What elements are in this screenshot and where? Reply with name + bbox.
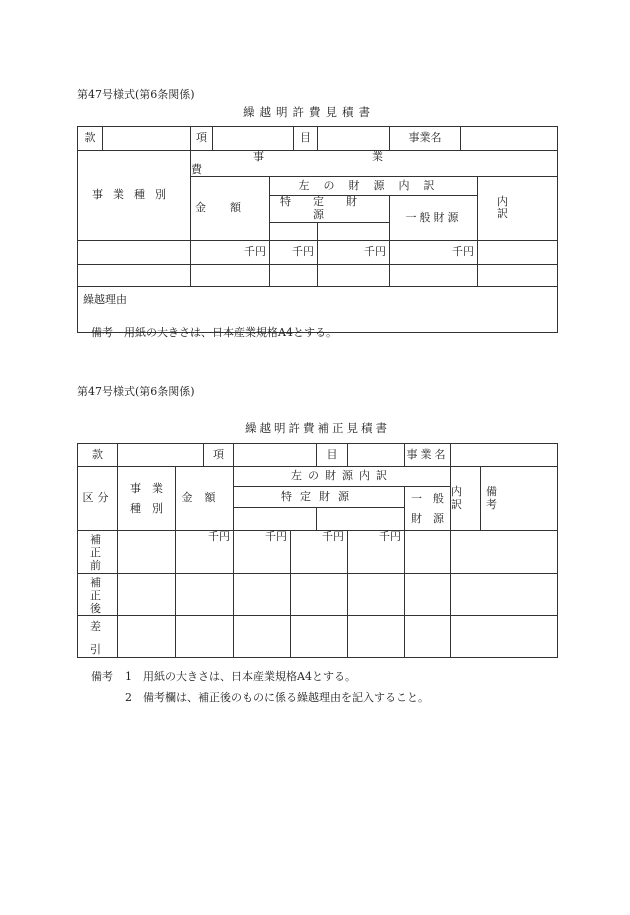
form1-riyu-label: 繰越理由	[83, 292, 127, 306]
form1-kou-label: 項	[191, 127, 213, 151]
form2-kou-label: 項	[204, 444, 234, 467]
form2-diff-kingaku[interactable]	[176, 616, 234, 658]
form2-jigyomei-label: 事業名	[405, 444, 451, 467]
form1-row1-ippan[interactable]: 千円	[390, 240, 478, 264]
form1-row1-shubetsu[interactable]	[78, 240, 191, 264]
form1-row2-uchiwake[interactable]	[478, 264, 558, 286]
form2-before-tokutei-2[interactable]: 千円	[291, 531, 348, 574]
form1-kingaku-header: 金額	[191, 177, 270, 240]
form1-row1-tokutei-1[interactable]: 千円	[270, 240, 318, 264]
form2-tokutei-zaigen-header: 特定財源	[234, 487, 405, 508]
form1-tokutei-sub-2[interactable]	[318, 222, 390, 240]
form2-tokutei-sub-2[interactable]	[317, 508, 405, 531]
form2-uchiwake-header: 内訳	[451, 467, 481, 531]
form2-ippan-line2: 財 源	[411, 511, 444, 525]
form2-after-tokutei-1[interactable]	[234, 573, 291, 616]
form2-before-shubetsu[interactable]	[118, 531, 176, 574]
form2-kou-field[interactable]	[234, 444, 317, 467]
form2-diff-tokutei-2[interactable]	[291, 616, 348, 658]
form2-after-kingaku[interactable]	[176, 573, 234, 616]
form1-note: 備考 用紙の大きさは、日本産業規格A4とする。	[91, 326, 337, 339]
form1-jigyo-shubetsu-header: 事業種別	[78, 151, 191, 241]
form2-jigyo-shubetsu-line2: 種 別	[130, 501, 163, 515]
form1-kou-field[interactable]	[213, 127, 294, 151]
form1-row2-tokutei-1[interactable]	[270, 264, 318, 286]
form2-row-before-text: 補正前	[90, 533, 101, 573]
form2-after-uchiwake[interactable]	[405, 573, 451, 616]
form1-jigyomei-field[interactable]	[461, 127, 558, 151]
form2-after-biko[interactable]	[451, 573, 558, 616]
form2-before-uchiwake[interactable]	[405, 531, 451, 574]
form1-ippan-zaigen-header: 一般財源	[390, 196, 478, 240]
form2-note-1: 1 用紙の大きさは、日本産業規格A4とする。	[125, 670, 356, 683]
form2-ippan-zaigen-header	[405, 487, 451, 531]
form2-diff-biko[interactable]	[451, 616, 558, 658]
form2-row-before-label	[78, 531, 118, 574]
form2-kingaku-header: 金額	[176, 467, 234, 531]
form2-diff-uchiwake[interactable]	[405, 616, 451, 658]
form2-table	[77, 443, 558, 658]
form1-moku-label: 目	[294, 127, 318, 151]
form1-kan-field[interactable]	[103, 127, 191, 151]
form2-after-ippan[interactable]	[348, 573, 405, 616]
form2-tokutei-sub-1[interactable]	[234, 508, 317, 531]
form2-before-kingaku[interactable]: 千円	[176, 531, 234, 574]
form1-tokutei-sub-1[interactable]	[270, 222, 318, 240]
form1-tokutei-zaigen-header: 特定財源	[270, 196, 390, 222]
form2-jigyo-shubetsu-line1: 事 業	[130, 481, 163, 495]
form1-row2-kingaku[interactable]	[191, 264, 270, 286]
form2-diff-tokutei-1[interactable]	[234, 616, 291, 658]
form1-table	[77, 126, 558, 333]
form2-diff-ippan[interactable]	[348, 616, 405, 658]
form1-row1-uchiwake[interactable]	[478, 240, 558, 264]
form2-row-after-label	[78, 573, 118, 616]
form2-after-tokutei-2[interactable]	[291, 573, 348, 616]
form2-note-2: 2 備考欄は、補正後のものに係る繰越理由を記入すること。	[125, 691, 429, 704]
form1-row1-kingaku[interactable]: 千円	[191, 240, 270, 264]
form2-row-diff-line1: 差	[90, 620, 101, 634]
form2-number: 第47号様式(第6条関係)	[77, 385, 195, 398]
form2-kubun-header: 区分	[78, 467, 118, 531]
form1-row2-tokutei-2[interactable]	[318, 264, 390, 286]
form1-number: 第47号様式(第6条関係)	[77, 88, 195, 101]
form2-note-label: 備考	[91, 670, 113, 683]
form2-jigyomei-field[interactable]	[451, 444, 558, 467]
form1-uchiwake-header: 内訳	[478, 177, 558, 240]
form1-kan-label: 款	[78, 127, 103, 151]
form2-kan-label: 款	[78, 444, 118, 467]
form1-zaigen-uchiwake-header: 左の財源内訳	[270, 177, 478, 196]
form1-jigyomei-label: 事業名	[390, 127, 461, 151]
form2-after-shubetsu[interactable]	[118, 573, 176, 616]
form2-zaigen-uchiwake-header: 左の財源内訳	[234, 467, 451, 487]
form1-title: 繰越明許費見積書	[243, 105, 375, 119]
form2-moku-field[interactable]	[348, 444, 405, 467]
form1-row2-ippan[interactable]	[390, 264, 478, 286]
form2-row-diff-label	[78, 616, 118, 658]
form2-before-biko[interactable]	[451, 531, 558, 574]
form2-moku-label: 目	[317, 444, 348, 467]
form2-kan-field[interactable]	[118, 444, 204, 467]
form1-moku-field[interactable]	[318, 127, 390, 151]
form2-ippan-line1: 一 般	[411, 491, 444, 505]
form1-row2-shubetsu[interactable]	[78, 264, 191, 286]
form1-row1-tokutei-2[interactable]: 千円	[318, 240, 390, 264]
form2-title: 繰越明許費補正見積書	[245, 421, 390, 435]
form2-row-diff-line2: 引	[90, 642, 101, 656]
form2-before-tokutei-1[interactable]: 千円	[234, 531, 291, 574]
form2-row-after-text: 補正後	[90, 575, 101, 615]
form1-jigyohi-header: 事業費	[191, 151, 558, 177]
form2-diff-shubetsu[interactable]	[118, 616, 176, 658]
form2-before-ippan[interactable]: 千円	[348, 531, 405, 574]
form2-biko-header: 備考	[481, 467, 558, 531]
form2-jigyo-shubetsu-header	[118, 467, 176, 531]
